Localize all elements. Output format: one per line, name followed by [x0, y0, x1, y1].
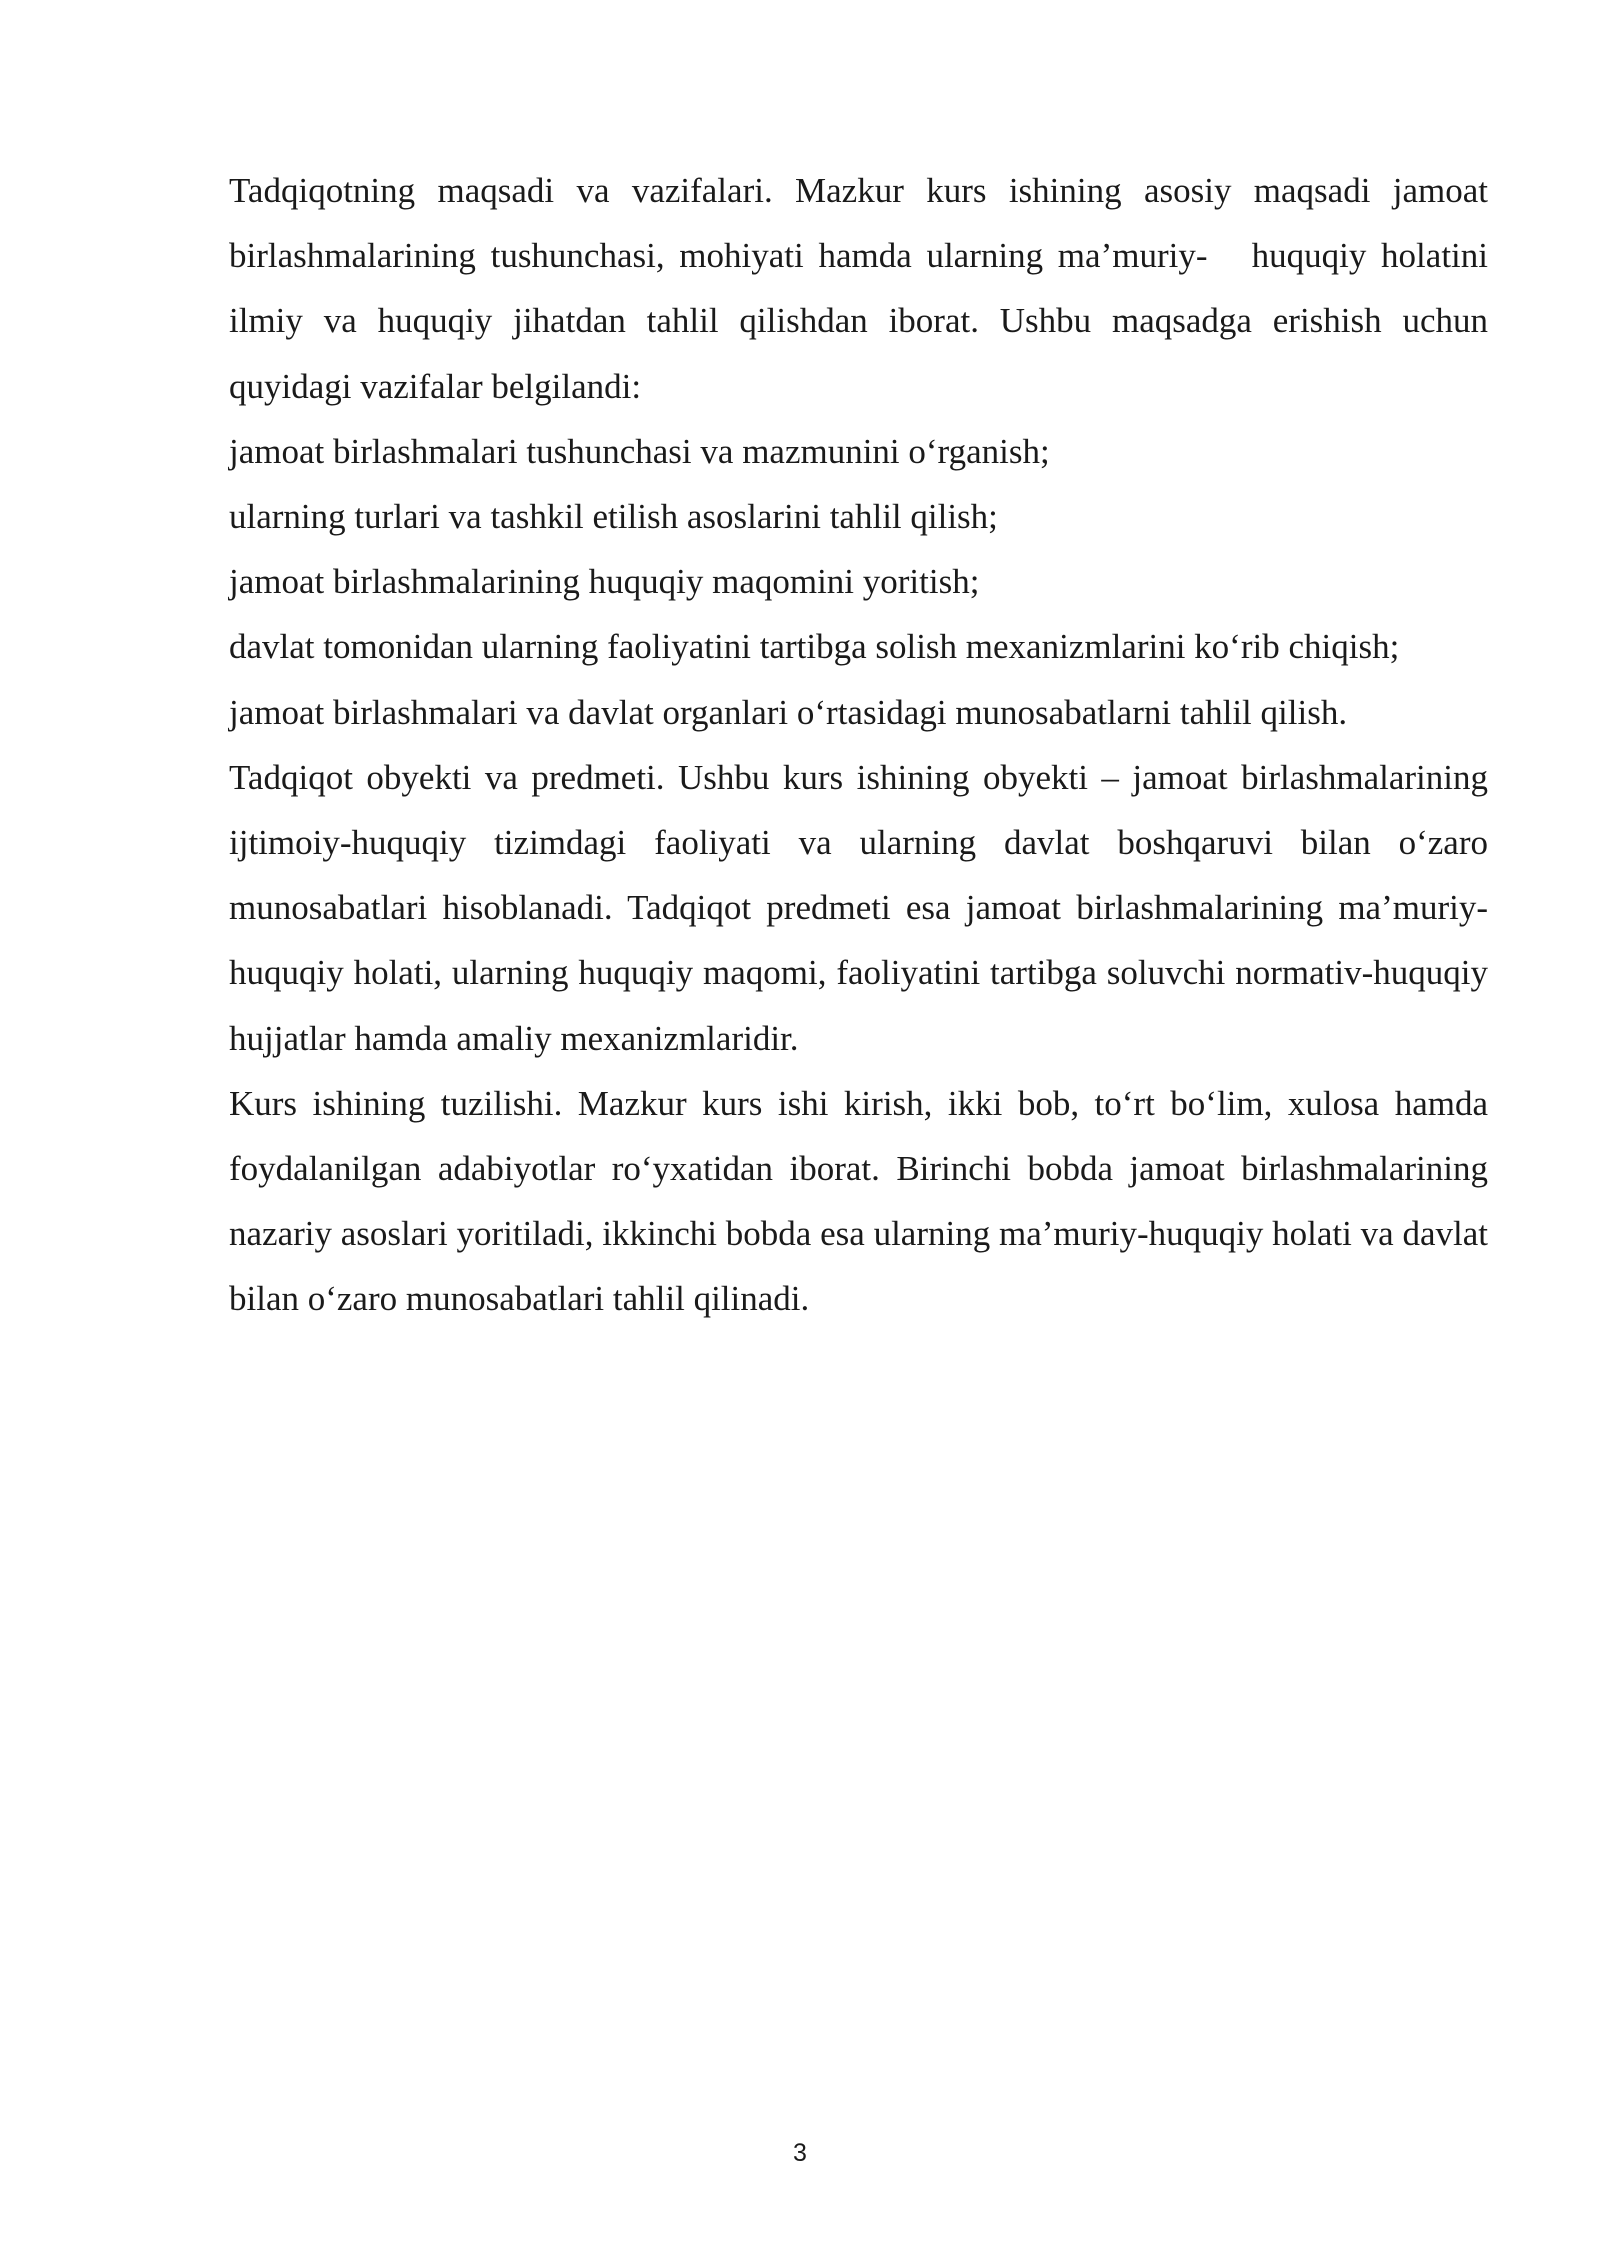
task-item-3: jamoat birlashmalarining huquqiy maqomini yoritish;: [229, 562, 980, 602]
body-text: [229, 158, 1488, 1332]
task-item-5: jamoat birlashmalari va davlat organlari o‘rtasidagi munosabatlarni tahlil qilish.: [229, 692, 1348, 732]
paragraph-research-goals: Tadqiqotning maqsadi va vazifalari. Mazkur kurs ishining asosiy maqsadi jamoat birlashmalarining tushunchasi, mohiyati hamda ularning ma’muriy- huquqiy holatini ilmiy va huquqiy jihatdan tahlil qilishdan iborat. Ushbu maqsadga erishish uchun quyidagi vazifalar belgilandi:: [229, 171, 1488, 406]
page-number: 3: [793, 2139, 807, 2167]
task-item-2: ularning turlari va tashkil etilish asoslarini tahlil qilish;: [229, 497, 998, 537]
task-item-1: jamoat birlashmalari tushunchasi va mazmunini o‘rganish;: [229, 431, 1050, 471]
paragraph-object-subject: Tadqiqot obyekti va predmeti. Ushbu kurs ishining obyekti – jamoat birlashmalarining ijtimoiy-huquqiy tizimdagi faoliyati va ularning davlat boshqaruvi bilan o‘zaro munosabatlari hisoblanadi. Tadqiqot predmeti esa jamoat birlashmalarining ma’muriy-huquqiy holati, ularning huquqiy maqomi, faoliyatini tartibga soluvchi normativ-huquqiy hujjatlar hamda amaliy mexanizmlaridir.: [229, 757, 1488, 1058]
task-item-4: davlat tomonidan ularning faoliyatini tartibga solish mexanizmlarini ko‘rib chiqish;: [229, 627, 1400, 667]
paragraph-structure: Kurs ishining tuzilishi. Mazkur kurs ishi kirish, ikki bob, to‘rt bo‘lim, xulosa hamda foydalanilgan adabiyotlar ro‘yxatidan iborat. Birinchi bobda jamoat birlashmalarining nazariy asoslari yoritiladi, ikkinchi bobda esa ularning ma’muriy-huquqiy holati va davlat bilan o‘zaro munosabatlari tahlil qilinadi.: [229, 1083, 1488, 1319]
